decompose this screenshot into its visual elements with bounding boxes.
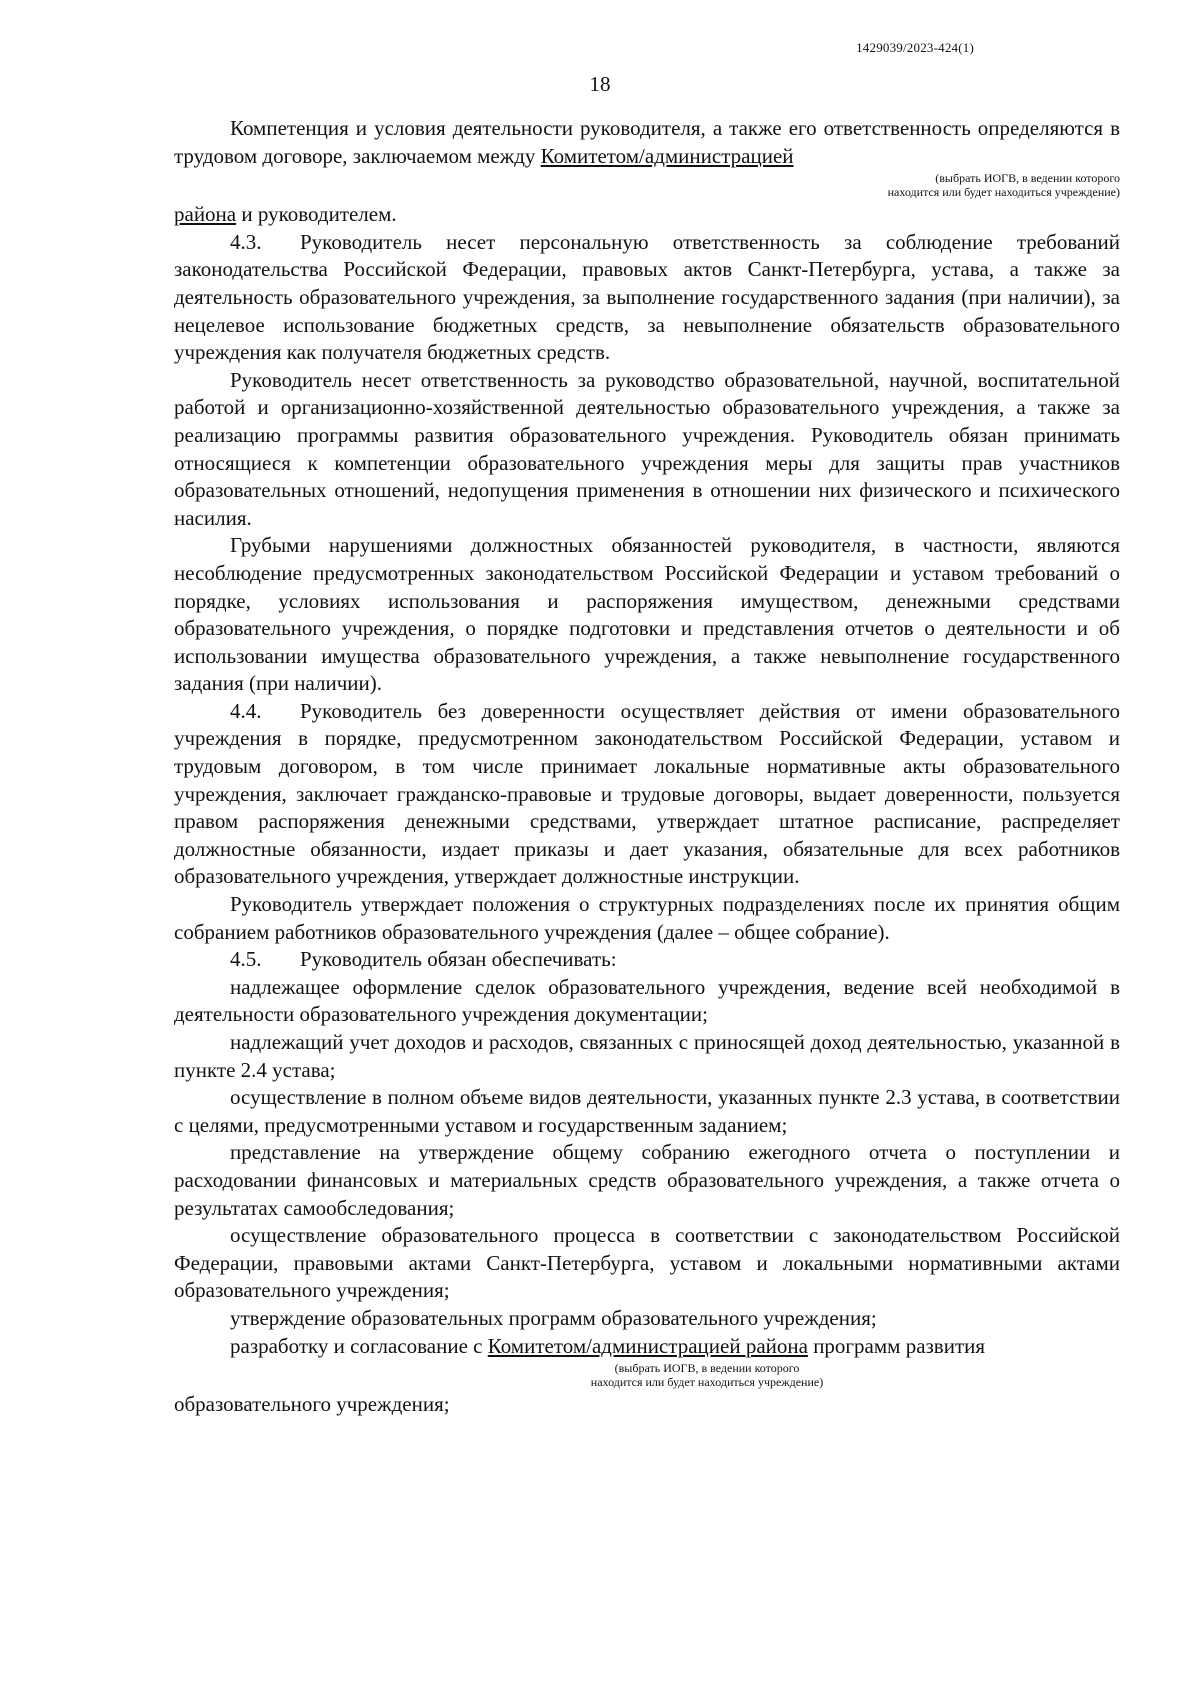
paragraph-violations: Грубыми нарушениями должностных обязанностей руководителя, в частности, являются несоблюдение предусмотренных законодательством Российской Федерации и уставом требований о порядке, условиях использования и распоряжения имуществом, денежными средствами образовательного учреждения, о порядке подготовки и представления отчетов о деятельности и об использовании имущества образовательного учреждения, а также невыполнение государственного задания (при наличии). xyxy=(174,533,1120,696)
document-body xyxy=(174,115,1120,1419)
clause-number: 4.3. xyxy=(230,229,262,254)
duty-item: надлежащее оформление сделок образовательного учреждения, ведение всей необходимой в деятельности образовательного учреждения документации; xyxy=(174,974,1120,1027)
paragraph-text: Руководитель обязан обеспечивать: xyxy=(300,947,617,972)
page-number: 18 xyxy=(589,72,611,96)
clause-number: 4.4. xyxy=(230,698,262,723)
duty-item: надлежащий учет доходов и расходов, связанных с приносящей доход деятельностью, указанной в пункте 2.4 устава; xyxy=(174,1030,1120,1082)
footnote-hint xyxy=(174,171,1120,199)
paragraph-4-5 xyxy=(174,946,1120,974)
paragraph-regulations: Руководитель утверждает положения о структурных подразделениях после их принятия общим собранием работников образовательного учреждения (далее – общее собрание). xyxy=(174,892,1120,944)
paragraph-text: программ развития xyxy=(807,1333,986,1358)
footnote-line: находится или будет находиться учреждение) xyxy=(590,1375,824,1390)
paragraph-continuation: образовательного учреждения; xyxy=(174,1392,450,1417)
committee-placeholder: Комитетом/администрацией района xyxy=(487,1333,808,1358)
paragraph-competence xyxy=(174,115,1120,170)
footnote-line: (выбрать ИОГВ, в ведении которого xyxy=(614,1361,800,1376)
duty-item: утверждение образовательных программ образовательного учреждения; xyxy=(230,1305,877,1330)
footnote-line: (выбрать ИОГВ, в ведении которого xyxy=(935,171,1120,186)
paragraph-text: Руководитель без доверенности осуществляет действия от имени образовательного учреждения в порядке, предусмотренном законодательством Российской Федерации, уставом и трудовым договором, в том числе принимает локальные нормативные акты образовательного учреждения, заключает гражданско-правовые и трудовые договоры, выдает доверенности, пользуется правом распоряжения денежными средствами, утверждает штатное расписание, распределяет должностные обязанности, издает приказы и дает указания, обязательные для всех работников образовательного учреждения, утверждает должностные инструкции. xyxy=(174,698,1120,889)
footnote-hint xyxy=(174,1361,1120,1389)
district-placeholder: района xyxy=(174,202,237,227)
duty-item: осуществление образовательного процесса в соответствии с законодательством Российской Федерации, правовыми актами Санкт-Петербурга, уставом и локальными нормативными актами образовательного учреждения; xyxy=(174,1223,1120,1303)
committee-placeholder: Комитетом/администрацией xyxy=(540,143,794,168)
paragraph-text: Компетенция и условия деятельности руководителя, а также его ответственность определяются в трудовом договоре, заключаемом между xyxy=(174,116,1120,168)
paragraph-continuation xyxy=(174,201,1120,229)
paragraph-4-3 xyxy=(174,229,1120,367)
paragraph-responsibility: Руководитель несет ответственность за руководство образовательной, научной, воспитательной работой и организационно-хозяйственной деятельностью образовательного учреждения, а также за реализацию программы развития образовательного учреждения. Руководитель обязан принимать относящиеся к компетенции образовательного учреждения меры для защиты прав участников образовательных отношений, недопущения применения в отношении них физического и психического насилия. xyxy=(174,367,1120,530)
footnote-line: находится или будет находиться учреждение) xyxy=(887,185,1120,200)
clause-number: 4.5. xyxy=(230,947,262,972)
paragraph-text: разработку и согласование с xyxy=(230,1333,488,1358)
duty-item: осуществление в полном объеме видов деятельности, указанных пункте 2.3 устава, в соответствии с целями, предусмотренными уставом и государственным заданием; xyxy=(174,1085,1120,1137)
paragraph-4-4 xyxy=(174,698,1120,891)
paragraph-text: и руководителем. xyxy=(236,202,397,227)
paragraph-text: Руководитель несет персональную ответственность за соблюдение требований законодательства Российской Федерации, правовых актов Санкт-Петербурга, устава, а также за деятельность образовательного учреждения, за выполнение государственного задания (при наличии), за нецелевое использование бюджетных средств, за невыполнение обязательств образовательного учреждения как получателя бюджетных средств. xyxy=(174,229,1120,365)
duty-item: представление на утверждение общему собранию ежегодного отчета о поступлении и расходовании финансовых и материальных средств образовательного учреждения, а также отчета о результатах самообследования; xyxy=(174,1140,1120,1220)
duty-item-development xyxy=(174,1333,1120,1361)
document-id: 1429039/2023-424(1) xyxy=(856,40,974,55)
